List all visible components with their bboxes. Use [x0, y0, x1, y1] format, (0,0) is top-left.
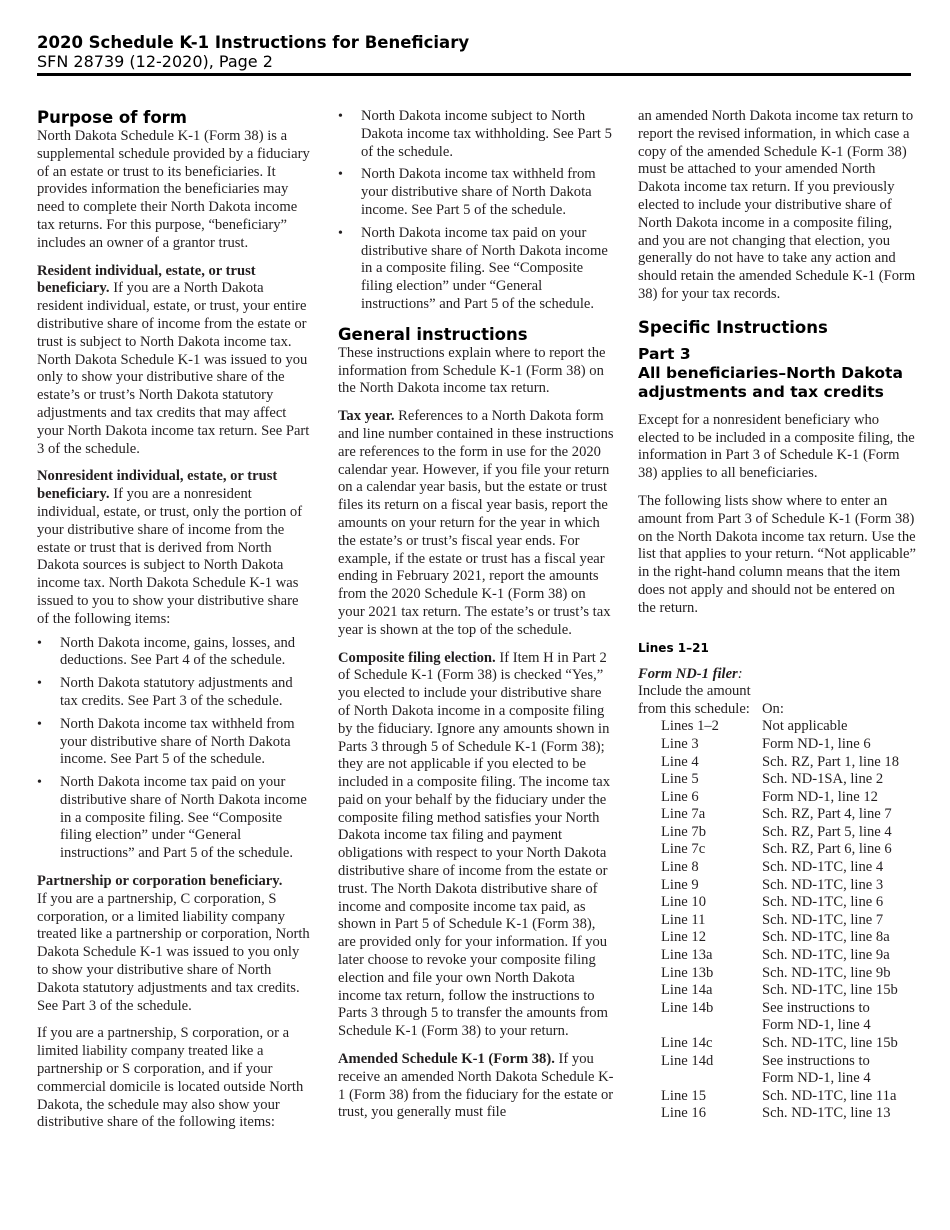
part3-heading-line2: All beneficiaries–North Dakota adjustments and tax credits — [638, 363, 903, 401]
include-line-2: from this schedule: — [638, 700, 750, 717]
table-row — [638, 1053, 916, 1071]
destination-cell: Sch. ND-1TC, line 4 — [762, 859, 884, 876]
destination-cell: Sch. ND-1TC, line 8a — [762, 929, 890, 946]
destination-cell: Form ND-1, line 6 — [762, 735, 871, 752]
table-row — [638, 736, 916, 754]
schedule-line-cell: Line 12 — [661, 929, 706, 946]
line-mapping-table — [638, 718, 916, 1123]
schedule-line-cell: Line 7b — [661, 823, 706, 840]
header-rule — [37, 73, 911, 76]
composite-paragraph — [338, 650, 616, 1042]
table-header-row — [638, 701, 916, 719]
schedule-line-cell: Line 13a — [661, 947, 713, 964]
destination-cell: Sch. RZ, Part 1, line 18 — [762, 753, 900, 770]
part3-heading-line1: Part 3 — [638, 344, 691, 363]
column-1 — [37, 108, 312, 1142]
resident-lead: Resident individual, estate, or trust beneficiary. — [37, 262, 256, 297]
table-row — [638, 859, 916, 877]
destination-cell: Sch. RZ, Part 6, line 6 — [762, 841, 892, 858]
schedule-line-cell — [638, 1070, 762, 1088]
partnership-paragraph-2: If you are a partnership, S corporation, or a limited liability company treated like a partnership or S corporation, and if your commercial domicile is located outside North Dakota, the schedule may also show your distributive share of the following items: — [37, 1025, 304, 1131]
destination-cell: Sch. ND-1TC, line 9b — [762, 964, 891, 981]
table-row — [638, 1017, 916, 1035]
destination-cell: Sch. RZ, Part 4, line 7 — [762, 806, 892, 823]
schedule-line-cell: Lines 1–2 — [661, 718, 719, 735]
table-row — [638, 877, 916, 895]
composite-lead: Composite filing election. — [338, 649, 496, 666]
table-row — [638, 1000, 916, 1018]
tax-year-paragraph — [338, 408, 616, 639]
general-instructions-text: These instructions explain where to report the information from Schedule K-1 (Form 38) on the North Dakota income tax return. — [338, 344, 606, 397]
partnership-lead: Partnership or corporation beneficiary. — [37, 873, 283, 890]
schedule-line-cell: Line 6 — [661, 788, 699, 805]
list-item: • North Dakota income tax withheld from your distributive share of North Dakota income. See Part 5 of the schedule. — [37, 716, 312, 769]
nonresident-paragraph — [37, 468, 312, 628]
specific-instructions-heading: Specific Instructions — [638, 317, 828, 337]
amended-lead: Amended Schedule K-1 (Form 38). — [338, 1051, 555, 1068]
schedule-line-cell: Line 16 — [661, 1105, 706, 1122]
destination-cell: Sch. ND-1TC, line 11a — [762, 1087, 897, 1104]
destination-cell: Form ND-1, line 4 — [762, 1017, 871, 1034]
nonresident-bullet-list — [37, 635, 312, 864]
on-label: On: — [762, 700, 784, 717]
resident-text: If you are a North Dakota resident individual, estate, or trust, your entire distributive share of income from the estate or trust is subject to North Dakota income tax. North Dakota Schedule K-1 was issued to you only to show your distributive share of the estate’s or trust’s North Dakota statutory adjustments and tax credits that may affect your North Dakota income tax return. See Part 3 of the schedule. — [37, 280, 310, 457]
purpose-heading: Purpose of form — [37, 108, 187, 127]
schedule-line-cell — [638, 1017, 762, 1035]
amended-paragraph — [338, 1051, 616, 1122]
table-row — [638, 1105, 916, 1123]
table-row — [638, 929, 916, 947]
schedule-line-cell: Line 9 — [661, 876, 699, 893]
general-instructions-heading: General instructions — [338, 324, 528, 344]
column-2 — [338, 108, 616, 1132]
document-subtitle: SFN 28739 (12-2020), Page 2 — [37, 52, 273, 71]
table-row — [638, 947, 916, 965]
part3-text-1: Except for a nonresident beneficiary who elected to be included in a composite filing, the information in Part 3 of Schedule K-1 (Form 38) applies to all beneficiaries. — [638, 411, 915, 482]
schedule-line-cell: Line 14b — [661, 999, 714, 1016]
tax-year-text: References to a North Dakota form and line number contained in these instructions are references to the form in use for the 2020 calendar year. However, if you file your return on a calendar year basis, but the estate or trust files its return on a fiscal year basis, report the amounts on your return for the year in which the estate’s or trust’s fiscal year ends. For example, if the estate or trust has a fiscal year ending in February 2021, report the amounts from the 2020 Schedule K-1 (Form 38) on your 2021 tax return. The estate’s or trust’s tax year is shown at the top of the schedule. — [338, 408, 614, 638]
form-filer-colon: : — [737, 665, 743, 682]
nonresident-text: If you are a nonresident individual, estate, or trust, only the portion of your distributive share of income from the estate or trust that is derived from North Dakota sources is subject to North Dakota income tax. North Dakota Schedule K-1 was issued to you to show your distributive share of the following items: — [37, 486, 303, 627]
table-row — [638, 912, 916, 930]
schedule-line-cell: Line 13b — [661, 964, 714, 981]
part3-text-2: The following lists show where to enter an amount from Part 3 of Schedule K-1 (Form 38) on the North Dakota income tax return. Use the list that applies to your return. “Not applicable” in the right-hand column means that the item does not apply and should not be entered on the return. — [638, 492, 917, 616]
purpose-text: North Dakota Schedule K-1 (Form 38) is a supplemental schedule provided by a fiduciary of an estate or trust to its beneficiaries. It provides information the beneficiaries may need to complete their North Dakota income tax returns. For this purpose, “beneficiary” includes an owner of a grantor trust. — [37, 128, 310, 251]
lines-heading: Lines 1–21 — [638, 640, 709, 655]
table-row — [638, 754, 916, 772]
form-filer-name: Form ND-1 filer — [638, 665, 738, 682]
schedule-line-cell: Line 10 — [661, 894, 706, 911]
table-row — [638, 1070, 916, 1088]
tax-year-lead: Tax year. — [338, 408, 395, 425]
document-title: 2020 Schedule K-1 Instructions for Beneficiary — [37, 33, 470, 52]
amended-text: If you receive an amended North Dakota Schedule K-1 (Form 38) from the fiduciary for the estate or trust, you generally must file — [338, 1051, 614, 1121]
table-row — [638, 718, 916, 736]
destination-cell: Sch. ND-1TC, line 7 — [762, 911, 884, 928]
schedule-line-cell: Line 14d — [661, 1052, 714, 1069]
list-item: • North Dakota income tax paid on your distributive share of North Dakota income in a composite filing. See “Composite filing election” under “General instructions” and Part 5 of the schedule. — [338, 225, 616, 314]
table-row — [638, 1035, 916, 1053]
table-row — [638, 789, 916, 807]
destination-cell: Sch. ND-1TC, line 3 — [762, 876, 884, 893]
resident-paragraph — [37, 263, 312, 459]
composite-text: If Item H in Part 2 of Schedule K-1 (Form 38) is checked “Yes,” you elected to include your distributive share of North Dakota income in a composite filing by the fiduciary. Ignore any amounts shown in Parts 3 through 5 of Schedule K-1 (Form 38); they are not applicable if you elected to be included in a composite filing. The income tax paid on your behalf by the fiduciary under the composite filing method satisfies your North Dakota income tax filing and payment obligations with respect to your North Dakota distributive share of income from the estate or trust. The North Dakota distributive share of income and composite income tax paid, as shown in Part 5 of Schedule K-1 (Form 38), are provided only for your information. If you later choose to revoke your composite filing election and file your own North Dakota income tax return, follow the instructions to Parts 3 through 5 to transfer the amounts from Schedule K-1 (Form 38) to your return. — [338, 649, 611, 1040]
include-line-1: Include the amount — [638, 683, 751, 700]
list-item: • North Dakota income subject to North Dakota income tax withholding. See Part 5 of the schedule. — [338, 108, 616, 161]
destination-cell: See instructions to — [762, 999, 870, 1016]
schedule-line-cell: Line 5 — [661, 771, 699, 788]
schedule-line-cell: Line 11 — [661, 911, 706, 928]
list-item: • North Dakota income tax paid on your distributive share of North Dakota income in a composite filing. See “Composite filing election” under “General instructions” and Part 5 of the schedule. — [37, 774, 312, 863]
form-filer-label — [638, 666, 916, 684]
partnership-paragraph — [37, 873, 312, 1015]
table-row — [638, 1088, 916, 1106]
table-row — [638, 841, 916, 859]
table-row — [638, 894, 916, 912]
nonresident-lead: Nonresident individual, estate, or trust beneficiary. — [37, 468, 278, 503]
schedule-line-cell: Line 14a — [661, 982, 713, 999]
column-3 — [638, 108, 916, 1123]
destination-cell: Sch. RZ, Part 5, line 4 — [762, 823, 892, 840]
page-header — [37, 34, 917, 71]
amended-continued-text: an amended North Dakota income tax return to report the revised information, in which case a copy of the amended Schedule K-1 (Form 38) must be attached to your amended North Dakota income tax return. If you previously elected to include your distributive share of North Dakota income in a composite filing, and you are not changing that election, you generally do not have to take any action and should retain the amended Schedule K-1 (Form 38) for your tax records. — [638, 108, 916, 302]
schedule-line-cell: Line 4 — [661, 753, 699, 770]
destination-cell: Sch. ND-1TC, line 9a — [762, 947, 890, 964]
list-item: • North Dakota income tax withheld from your distributive share of North Dakota income. See Part 5 of the schedule. — [338, 166, 616, 219]
destination-cell: Sch. ND-1TC, line 15b — [762, 982, 898, 999]
destination-cell: Sch. ND-1TC, line 6 — [762, 894, 884, 911]
list-item: • North Dakota income, gains, losses, and deductions. See Part 4 of the schedule. — [37, 635, 312, 671]
destination-cell: Form ND-1, line 4 — [762, 1070, 871, 1087]
table-row — [638, 771, 916, 789]
list-item: • North Dakota statutory adjustments and tax credits. See Part 3 of the schedule. — [37, 675, 312, 711]
destination-cell: Sch. ND-1TC, line 15b — [762, 1035, 898, 1051]
table-row — [638, 806, 916, 824]
schedule-line-cell: Line 14c — [661, 1035, 713, 1051]
table-row — [638, 965, 916, 983]
destination-cell: Sch. ND-1SA, line 2 — [762, 771, 884, 788]
schedule-line-cell: Line 7c — [661, 841, 706, 858]
destination-cell: Form ND-1, line 12 — [762, 788, 878, 805]
destination-cell: Sch. ND-1TC, line 13 — [762, 1105, 891, 1122]
schedule-line-cell: Line 8 — [661, 859, 699, 876]
schedule-line-cell: Line 3 — [661, 735, 699, 752]
schedule-line-cell: Line 7a — [661, 806, 706, 823]
table-row — [638, 824, 916, 842]
destination-cell: Not applicable — [762, 718, 848, 735]
destination-cell: See instructions to — [762, 1052, 870, 1069]
partnership-text: If you are a partnership, C corporation, S corporation, or a limited liability company treated like a partnership or corporation, North Dakota Schedule K-1 was issued to you only to show your distributive share of North Dakota statutory adjustments and tax credits. See Part 3 of the schedule. — [37, 890, 310, 1014]
domicile-bullet-list — [338, 108, 616, 314]
schedule-line-cell: Line 15 — [661, 1087, 706, 1104]
table-row — [638, 982, 916, 1000]
